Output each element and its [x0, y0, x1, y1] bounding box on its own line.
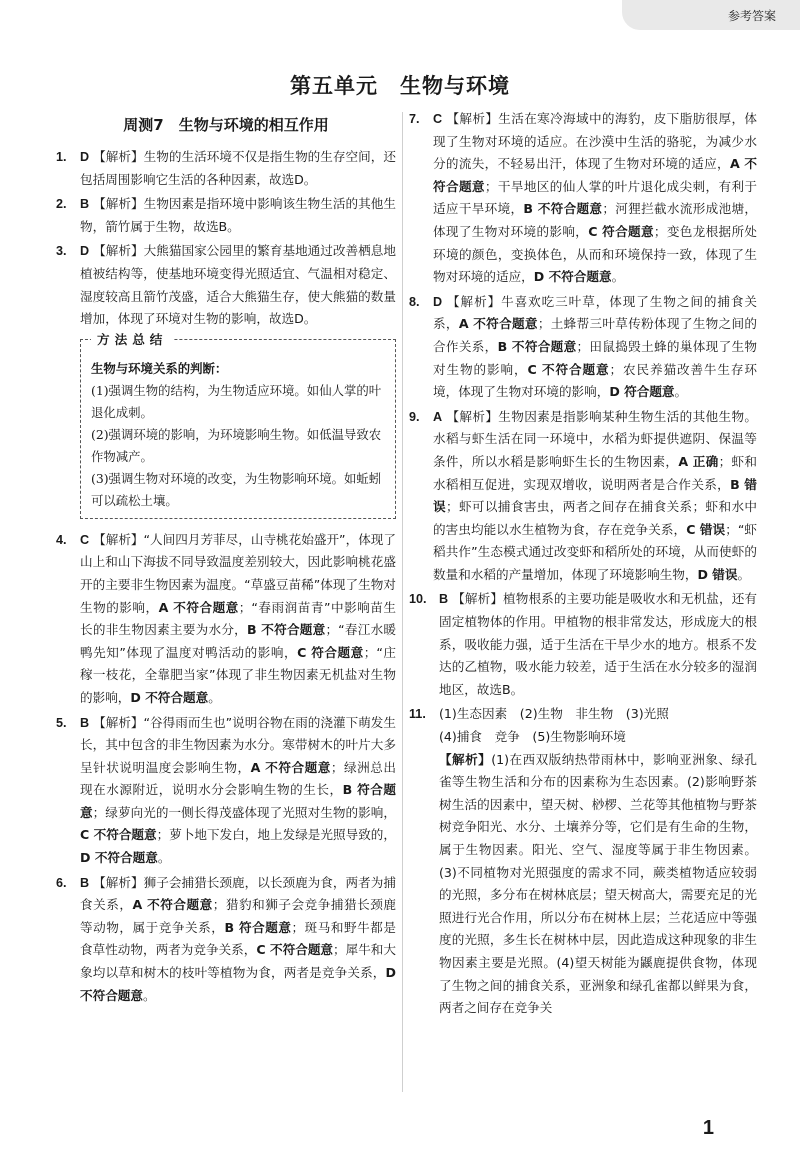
analysis-text: ；虾和水稻相互促进，实现双增收，说明两者是合作关系， — [433, 453, 758, 492]
analysis-text: ；萝卜地下发白，地上发绿是光照导致的， — [156, 827, 396, 843]
option-verdict: D 错误 — [697, 566, 738, 582]
option-verdict: C 错误 — [686, 521, 726, 537]
answer-letter: B — [439, 592, 449, 607]
question-7 — [409, 108, 757, 289]
answer-line: (1)生态因素 (2)生物 非生物 (3)光照 — [439, 706, 669, 722]
question-number: 4. — [56, 532, 67, 547]
analysis-text: ；土蜂帮三叶草传粉体现了生物之间的合作关系， — [433, 316, 758, 354]
question-11 — [409, 703, 757, 1019]
option-verdict: C 符合题意 — [297, 644, 364, 660]
analysis-text: ；“春江水暖鸭先知”体现了温度对鸭活动的影响， — [80, 622, 397, 660]
method-summary-line: (2)强调环境的影响，为环境影响生物。如低温导致农作物减产。 — [91, 426, 382, 464]
section-title: 周测7 生物与环境的相互作用 — [123, 116, 329, 134]
analysis-text: ；“虾稻共作”生态模式通过改变虾和稻所处的环境，从而使虾的数量和水稻的产量增加，体现了环境影响生物， — [433, 521, 757, 582]
column-divider — [402, 112, 403, 1092]
option-verdict: D 不符合题意 — [80, 850, 158, 866]
analysis-text: 。 — [737, 566, 751, 582]
analysis-text: ；虾可以捕食害虫，两者之间存在捕食关系；虾和水中的害虫均能以水生植物为食，存在竞争关系， — [433, 499, 758, 537]
answer-letter: B — [80, 197, 90, 212]
analysis-block — [439, 749, 757, 1020]
analysis-text: 【解析】生活在寒冷海域中的海豹，皮下脂肪很厚，体现了生物对环境的适应。在沙漠中生活的骆驼，为减少水分的流失，不轻易出汗，体现了生物对环境的适应， — [433, 111, 757, 172]
analysis-text: 。 — [611, 269, 625, 285]
option-verdict: D 不符合题意 — [80, 965, 396, 1003]
question-number: 9. — [409, 409, 420, 424]
question-10 — [409, 588, 757, 701]
question-number: 8. — [409, 294, 420, 309]
analysis-text: 【解析】生物的生活环境不仅是指生物的生存空间，还包括周围影响它生活的各种因素，故选D。 — [80, 149, 396, 187]
analysis-text: 。 — [208, 689, 221, 705]
header-tab-label: 参考答案 — [727, 9, 776, 23]
option-verdict: B 不符合题意 — [247, 622, 326, 638]
question-number: 6. — [56, 875, 67, 890]
option-verdict: D 不符合题意 — [533, 269, 612, 285]
analysis-text: 【解析】生物因素是指环境中影响该生物生活的其他生物，箭竹属于生物，故选B。 — [80, 196, 396, 234]
question-5 — [56, 712, 396, 870]
option-verdict: B 符合题意 — [80, 782, 397, 820]
analysis-text: ；干旱地区的仙人掌的叶片退化成尖刺，有利于适应干旱环境， — [433, 178, 758, 217]
unit-prefix: 第五单元 — [290, 74, 378, 98]
right-column — [409, 108, 757, 1022]
page-number: 1 — [702, 1117, 714, 1139]
left-column — [56, 108, 396, 1009]
option-verdict: C 不符合题意 — [256, 942, 334, 958]
answer-letter: C — [433, 112, 443, 126]
method-summary-box — [80, 331, 396, 519]
option-verdict: D 不符合题意 — [130, 689, 209, 705]
answer-letter: C — [80, 532, 90, 547]
analysis-text: ；变色龙根据所处环境的颜色，变换体色，从而和环境保持一致，体现了生物对环境的适应， — [433, 223, 758, 285]
option-verdict: B 错误 — [433, 476, 758, 515]
analysis-text: (1)在西双版纳热带雨林中，影响亚洲象、绿孔雀等生物生活和分布的因素称为生态因素。(2)影响野茶树生活的因素中，望天树、桫椤、兰花等其他植物与野茶树竞争阳光、水分、土壤养分等，它们是有生命的生物，属于生物因素。阳光、空气、湿度等属于非生物因素。(3)不同植物对光照强度的需求不同，蕨类植物适应较弱的光照，多分布在树林底层；望天树高大，需要充足的光照进行光合作用，所以分布在树林上层；兰花适应中等强度的光照，多生长在树林中层，因此造成这种现象的非生物因素主要是光照。(4)望天树能为鼷鹿提供食物，体现了生物之间的捕食关系，亚洲象和绿孔雀都以鲜果为食，两者之间存在竞争关 — [439, 751, 757, 1016]
analysis-text: ；绿洲总出现在水源附近，说明水分会影响生物的生长， — [80, 759, 397, 798]
unit-title — [0, 70, 800, 100]
method-summary-title: 方法总结 — [91, 329, 173, 351]
unit-name: 生物与环境 — [400, 74, 510, 98]
question-number: 1. — [56, 150, 67, 164]
answer-letter: D — [80, 150, 90, 164]
answer-letter: B — [80, 715, 90, 730]
analysis-text: ；田鼠捣毁土蜂的巢体现了生物对生物的影响， — [433, 338, 758, 377]
option-verdict: A 不符合题意 — [458, 316, 538, 332]
option-verdict: B 符合题意 — [224, 919, 292, 935]
analysis-text: ；绿萝向光的一侧长得茂盛体现了光照对生物的影响， — [92, 804, 397, 820]
analysis-text: 。 — [157, 850, 171, 866]
question-9 — [409, 406, 757, 587]
analysis-text: 【解析】“人间四月芳菲尽，山寺桃花始盛开”，体现了山上和山下海拔不同导致温度差别较大，因此影响桃花盛开的主要非生物因素为温度。“草盛豆苗稀”体现了生物对生物的影响， — [80, 531, 396, 615]
question-3 — [56, 240, 396, 330]
analysis-text: 【解析】“谷得雨而生也”说明谷物在雨的浇灌下萌发生长，其中包含的非生物因素为水分。寒带树木的叶片大多呈针状说明温度会影响生物， — [80, 714, 396, 775]
analysis-text: 。 — [142, 987, 156, 1003]
analysis-text: 【解析】生物因素是指影响某种生物生活的其他生物。水稻与虾生活在同一环境中，水稻为虾提供遮阴、保温等条件，所以水稻是影响虾生长的生物因素， — [433, 408, 757, 469]
question-number: 7. — [409, 112, 420, 126]
option-verdict: B 不符合题意 — [523, 201, 603, 217]
method-summary-line: (1)强调生物的结构，为生物适应环境。如仙人掌的叶退化成刺。 — [91, 382, 382, 420]
option-verdict: C 不符合题意 — [527, 361, 610, 377]
answer-line: (4)捕食 竞争 (5)生物影响环境 — [439, 729, 626, 745]
question-6 — [56, 872, 396, 1008]
option-verdict: B 不符合题意 — [497, 338, 577, 354]
option-verdict: A 不符合题意 — [250, 759, 331, 775]
analysis-text: 【解析】大熊猫国家公园里的繁育基地通过改善栖息地植被结构等，使基地环境变得光照适宜、气温相对稳定、湿度较高且箭竹茂盛，适合大熊猫生存，使大熊猫的数量增加，体现了环境对生物的影响，故选D。 — [80, 243, 396, 327]
analysis-text: ；“春雨润苗青”中影响苗生长的非生物因素主要为水分， — [80, 599, 396, 638]
analysis-tag: 【解析】 — [439, 751, 492, 767]
analysis-text: ；犀牛和大象均以草和树木的枝叶等植物为食，两者是竞争关系， — [80, 942, 397, 981]
option-verdict: A 不符合题意 — [132, 897, 213, 913]
analysis-text: ；“庄稼一枝花，全靠肥当家”体现了非生物因素无机盐对生物的影响， — [80, 644, 396, 705]
question-number: 3. — [56, 244, 67, 259]
option-verdict: C 符合题意 — [588, 223, 654, 239]
question-4 — [56, 529, 396, 710]
question-number: 10. — [409, 592, 427, 607]
option-verdict: A 不符合题意 — [433, 156, 757, 194]
question-number: 2. — [56, 197, 67, 212]
question-number: 5. — [56, 715, 67, 730]
analysis-text: 【解析】植物根系的主要功能是吸收水和无机盐，还有固定植物体的作用。甲植物的根非常发达，形成庞大的根系，吸收能力强，适于生活在干旱少水的地方。根系不发达的乙植物，吸水能力较差，适于生活在水分较多的湿润地区，故选B。 — [439, 591, 757, 697]
header-tab — [622, 0, 800, 30]
analysis-text: ；农民养猫改善牛生存环境，体现了生物对环境的影响， — [433, 361, 758, 400]
option-verdict: A 正确 — [678, 453, 719, 469]
answer-letter: B — [80, 875, 90, 890]
method-summary-heading: 生物与环境关系的判断： — [91, 360, 228, 376]
analysis-text: 。 — [674, 384, 688, 400]
option-verdict: C 不符合题意 — [80, 827, 157, 843]
analysis-text: ；斑马和野牛都是食草性动物，两者为竞争关系， — [80, 919, 397, 958]
question-1 — [56, 146, 396, 191]
analysis-text: 【解析】狮子会捕猎长颈鹿，以长颈鹿为食，两者为捕食关系， — [80, 874, 396, 913]
analysis-text: ；河狸拦截水流形成池塘，体现了生物对环境的影响， — [433, 201, 758, 239]
question-8 — [409, 291, 757, 404]
analysis-text: ；猎豹和狮子会竞争捕猎长颈鹿等动物，属于竞争关系， — [80, 897, 397, 935]
question-2 — [56, 193, 396, 238]
question-number: 11. — [409, 707, 426, 722]
answer-letter: A — [433, 409, 443, 424]
option-verdict: D 符合题意 — [609, 384, 675, 400]
analysis-text: 【解析】牛喜欢吃三叶草，体现了生物之间的捕食关系， — [433, 293, 757, 332]
option-verdict: A 不符合题意 — [158, 599, 239, 615]
method-summary-line: (3)强调生物对环境的改变，为生物影响环境。如蚯蚓可以疏松土壤。 — [91, 470, 382, 508]
answer-letter: D — [433, 294, 443, 309]
answer-letter: D — [80, 244, 90, 259]
